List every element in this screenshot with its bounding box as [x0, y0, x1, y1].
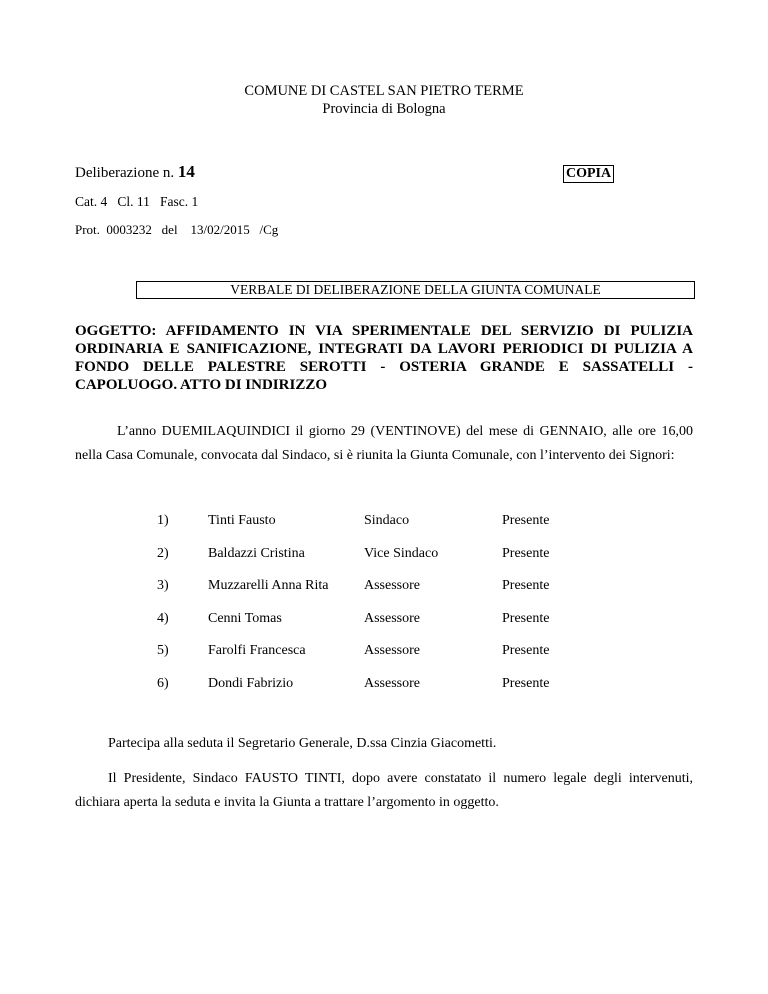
- member-name: Cenni Tomas: [208, 611, 282, 626]
- member-name: Baldazzi Cristina: [208, 546, 305, 561]
- member-role: Vice Sindaco: [364, 546, 439, 561]
- member-number: 3): [157, 578, 169, 593]
- member-number: 2): [157, 546, 169, 561]
- verbale-title-box: VERBALE DI DELIBERAZIONE DELLA GIUNTA COMUNALE: [136, 281, 695, 299]
- member-name: Dondi Fabrizio: [208, 676, 294, 691]
- presidente-text: Il Presidente, Sindaco FAUSTO TINTI, dopo avere constatato il numero legale degli intervenuti, dichiara aperta la seduta e invita la Giunta a trattare l’argomento in oggetto.: [75, 771, 693, 810]
- member-name: Muzzarelli Anna Rita: [208, 578, 329, 593]
- member-number: 6): [157, 676, 169, 691]
- member-row: [0, 611, 768, 631]
- member-role: Assessore: [364, 676, 420, 691]
- member-row: [0, 578, 768, 598]
- member-name: Tinti Fausto: [208, 513, 276, 528]
- member-status: Presente: [502, 578, 550, 593]
- member-status: Presente: [502, 676, 550, 691]
- partecipa-text: Partecipa alla seduta il Segretario Generale, D.ssa Cinzia Giacometti.: [108, 736, 497, 751]
- delibera-label: Deliberazione n.: [75, 165, 175, 181]
- protocol-line: Prot. 0003232 del 13/02/2015 /Cg: [75, 222, 279, 237]
- delibera-line: [75, 162, 195, 182]
- copia-stamp: COPIA: [563, 165, 614, 183]
- member-role: Sindaco: [364, 513, 410, 528]
- member-status: Presente: [502, 643, 550, 658]
- delibera-number: 14: [177, 162, 195, 181]
- classification: Cat. 4 Cl. 11 Fasc. 1: [75, 194, 199, 209]
- member-status: Presente: [502, 546, 550, 561]
- provincia-subheading: Provincia di Bologna: [322, 101, 446, 117]
- partecipa-paragraph: [75, 732, 693, 756]
- oggetto-subject: OGGETTO: AFFIDAMENTO IN VIA SPERIMENTALE DEL SERVIZIO DI PULIZIA ORDINARIA E SANIFICAZIONE, INTEGRATI DA LAVORI PERIODICI DI PULIZIA A FONDO DELLE PALESTRE SEROTTI - OSTERIA GRANDE E SASSATELLI - CAPOLUOGO. ATTO DI INDIRIZZO: [75, 323, 693, 393]
- member-role: Assessore: [364, 643, 420, 658]
- member-number: 5): [157, 643, 169, 658]
- member-role: Assessore: [364, 611, 420, 626]
- intro-paragraph: [75, 420, 693, 468]
- member-row: [0, 546, 768, 566]
- member-number: 4): [157, 611, 169, 626]
- intro-text: L’anno DUEMILAQUINDICI il giorno 29 (VENTINOVE) del mese di GENNAIO, alle ore 16,00 nella Casa Comunale, convocata dal Sindaco, si è riunita la Giunta Comunale, con l’intervento dei Signori:: [75, 424, 693, 463]
- member-status: Presente: [502, 611, 550, 626]
- member-name: Farolfi Francesca: [208, 643, 306, 658]
- member-row: [0, 643, 768, 663]
- member-number: 1): [157, 513, 169, 528]
- member-role: Assessore: [364, 578, 420, 593]
- member-row: [0, 513, 768, 533]
- member-row: [0, 676, 768, 696]
- comune-heading: COMUNE DI CASTEL SAN PIETRO TERME: [244, 83, 524, 99]
- presidente-paragraph: [75, 767, 693, 815]
- member-status: Presente: [502, 513, 550, 528]
